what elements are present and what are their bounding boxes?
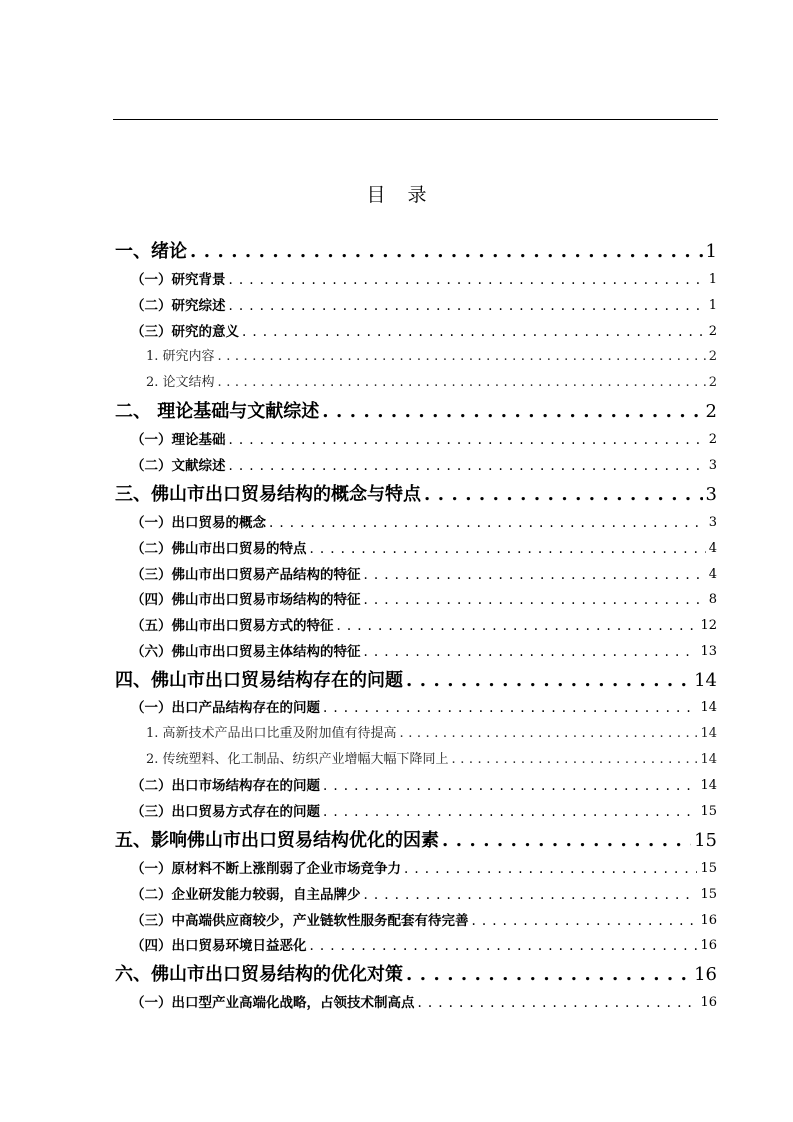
toc-entry[interactable] — [131, 323, 717, 341]
toc-entry-page-number: 2 — [708, 324, 717, 339]
toc-entry[interactable] — [115, 669, 717, 693]
toc-entry-label: 四、佛山市出口贸易结构存在的问题 — [115, 670, 403, 691]
dot-leader — [190, 240, 703, 264]
toc-entry-label: （一）出口型产业高端化战略，占领技术制高点 — [131, 995, 415, 1011]
toc-entry-label: （三）研究的意义 — [131, 324, 239, 340]
toc-entry-label: （一）出口产品结构存在的问题 — [131, 700, 320, 716]
toc-entry-label: （三）中高端供应商较少，产业链软性服务配套有待完善 — [131, 913, 469, 929]
toc-entry-label: （五）佛山市出口贸易方式的特征 — [131, 618, 334, 634]
dot-leader — [364, 886, 698, 904]
dot-leader — [269, 514, 706, 532]
toc-entry[interactable] — [146, 725, 717, 743]
dot-leader — [218, 348, 706, 366]
toc-entry-label: （一）原材料不断上涨削弱了企业市场竞争力 — [131, 861, 401, 877]
toc-entry-page-number: 3 — [708, 515, 717, 530]
toc-entry-page-number: 8 — [708, 592, 717, 607]
toc-entry-page-number: 16 — [700, 938, 717, 953]
toc-entry[interactable] — [131, 860, 717, 878]
toc-entry-page-number: 14 — [694, 670, 717, 691]
toc-entry[interactable] — [131, 937, 717, 955]
dot-leader — [229, 457, 706, 475]
toc-entry-label: （四）出口贸易环境日益恶化 — [131, 938, 307, 954]
toc-entry-label: （二）文献综述 — [131, 458, 226, 474]
toc-entry-label: 一、绪论 — [115, 241, 187, 262]
toc-entry[interactable] — [131, 540, 717, 558]
toc-entry[interactable] — [146, 348, 717, 366]
toc-entry-page-number: 16 — [694, 964, 717, 985]
toc-entry[interactable] — [146, 374, 717, 392]
toc-entry-label: （一）出口贸易的概念 — [131, 515, 266, 531]
toc-entry-label: 五、影响佛山市出口贸易结构优化的因素 — [115, 830, 439, 851]
toc-entry[interactable] — [131, 457, 717, 475]
toc-entry-page-number: 2 — [708, 349, 717, 364]
dot-leader — [218, 374, 706, 392]
toc-entry-page-number: 14 — [700, 778, 717, 793]
toc-entry[interactable] — [115, 829, 717, 853]
toc-entry-label: （一）理论基础 — [131, 432, 226, 448]
page-title: 目录 — [366, 184, 449, 206]
toc-entry-page-number: 16 — [700, 913, 717, 928]
toc-entry-label: （二）出口市场结构存在的问题 — [131, 778, 320, 794]
dot-leader — [323, 777, 697, 795]
dot-leader — [229, 271, 706, 289]
toc-entry-page-number: 3 — [708, 458, 717, 473]
toc-entry[interactable] — [115, 240, 717, 264]
toc-entry-label: （六）佛山市出口贸易主体结构的特征 — [131, 644, 361, 660]
dot-leader — [337, 617, 698, 635]
dot-leader — [229, 431, 706, 449]
dot-leader — [229, 297, 706, 315]
toc-entry-page-number: 15 — [694, 830, 717, 851]
toc-entry-label: （四）佛山市出口贸易市场结构的特征 — [131, 592, 361, 608]
toc-entry-label: （三）出口贸易方式存在的问题 — [131, 804, 320, 820]
toc-entry-page-number: 1 — [708, 298, 717, 313]
toc-entry-label: 1. 高新技术产品出口比重及附加值有待提高 — [146, 726, 397, 741]
dot-leader — [310, 540, 706, 558]
toc-entry[interactable] — [115, 483, 717, 507]
toc-entry-label: 六、佛山市出口贸易结构的优化对策 — [115, 964, 403, 985]
toc-entry-page-number: 2 — [705, 401, 717, 422]
dot-leader — [364, 591, 706, 609]
toc-entry-label: 2. 传统塑料、化工制品、纺织产业增幅大幅下降同上 — [146, 752, 449, 767]
toc-entry[interactable] — [131, 591, 717, 609]
toc-entry[interactable] — [131, 271, 717, 289]
dot-leader — [323, 699, 697, 717]
toc-entry-label: （二）佛山市出口贸易的特点 — [131, 541, 307, 557]
dot-leader — [242, 323, 706, 341]
dot-leader — [418, 994, 698, 1012]
toc-entry-label: （三）佛山市出口贸易产品结构的特征 — [131, 567, 361, 583]
toc-entry-page-number: 14 — [700, 700, 717, 715]
dot-leader — [452, 751, 698, 769]
dot-leader — [310, 937, 698, 955]
toc-entry-page-number: 2 — [708, 432, 717, 447]
dot-leader — [472, 912, 698, 930]
toc-entry-page-number: 1 — [705, 241, 717, 262]
dot-leader — [442, 829, 691, 853]
toc-entry-page-number: 1 — [708, 272, 717, 287]
toc-entry[interactable] — [131, 643, 717, 661]
toc-entry-label: （一）研究背景 — [131, 272, 226, 288]
dot-leader — [404, 860, 697, 878]
toc-entry-page-number: 14 — [700, 752, 717, 767]
toc-entry[interactable] — [131, 886, 717, 904]
toc-entry[interactable] — [131, 566, 717, 584]
toc-entry-label: 1. 研究内容 — [146, 349, 215, 364]
toc-entry-label: （二）企业研发能力较弱，自主品牌少 — [131, 887, 361, 903]
toc-entry-page-number: 12 — [700, 618, 717, 633]
toc-entry-page-number: 2 — [708, 375, 717, 390]
toc-entry[interactable] — [131, 777, 717, 795]
toc-entry-page-number: 4 — [708, 541, 717, 556]
toc-entry[interactable] — [131, 514, 717, 532]
toc-entry[interactable] — [131, 617, 717, 635]
toc-entry[interactable] — [131, 994, 717, 1012]
toc-entry-page-number: 15 — [700, 861, 717, 876]
dot-leader — [406, 963, 691, 987]
toc-entry-page-number: 3 — [705, 484, 717, 505]
toc-entry[interactable] — [131, 912, 717, 930]
toc-entry-label: 三、佛山市出口贸易结构的概念与特点 — [115, 484, 421, 505]
toc-entry[interactable] — [115, 400, 717, 424]
toc-entry-page-number: 16 — [700, 995, 717, 1010]
dot-leader — [424, 483, 703, 507]
dot-leader — [323, 803, 697, 821]
toc-entry-page-number: 15 — [700, 804, 717, 819]
toc-entry-page-number: 14 — [700, 726, 717, 741]
toc-entry-page-number: 4 — [708, 567, 717, 582]
toc-entry[interactable] — [131, 431, 717, 449]
dot-leader — [364, 643, 698, 661]
dot-leader — [400, 725, 698, 743]
toc-entry[interactable] — [115, 963, 717, 987]
toc-entry[interactable] — [131, 699, 717, 717]
dot-leader — [364, 566, 706, 584]
toc-entry-page-number: 15 — [700, 887, 717, 902]
toc-entry[interactable] — [131, 803, 717, 821]
toc-entry-page-number: 13 — [700, 644, 717, 659]
toc-entry[interactable] — [146, 751, 717, 769]
dot-leader — [406, 669, 691, 693]
dot-leader — [322, 400, 702, 424]
toc-entry[interactable] — [131, 297, 717, 315]
toc-entry-label: （二）研究综述 — [131, 298, 226, 314]
toc-entry-label: 2. 论文结构 — [146, 375, 215, 390]
toc-entry-label: 二、 理论基础与文献综述 — [115, 401, 320, 422]
